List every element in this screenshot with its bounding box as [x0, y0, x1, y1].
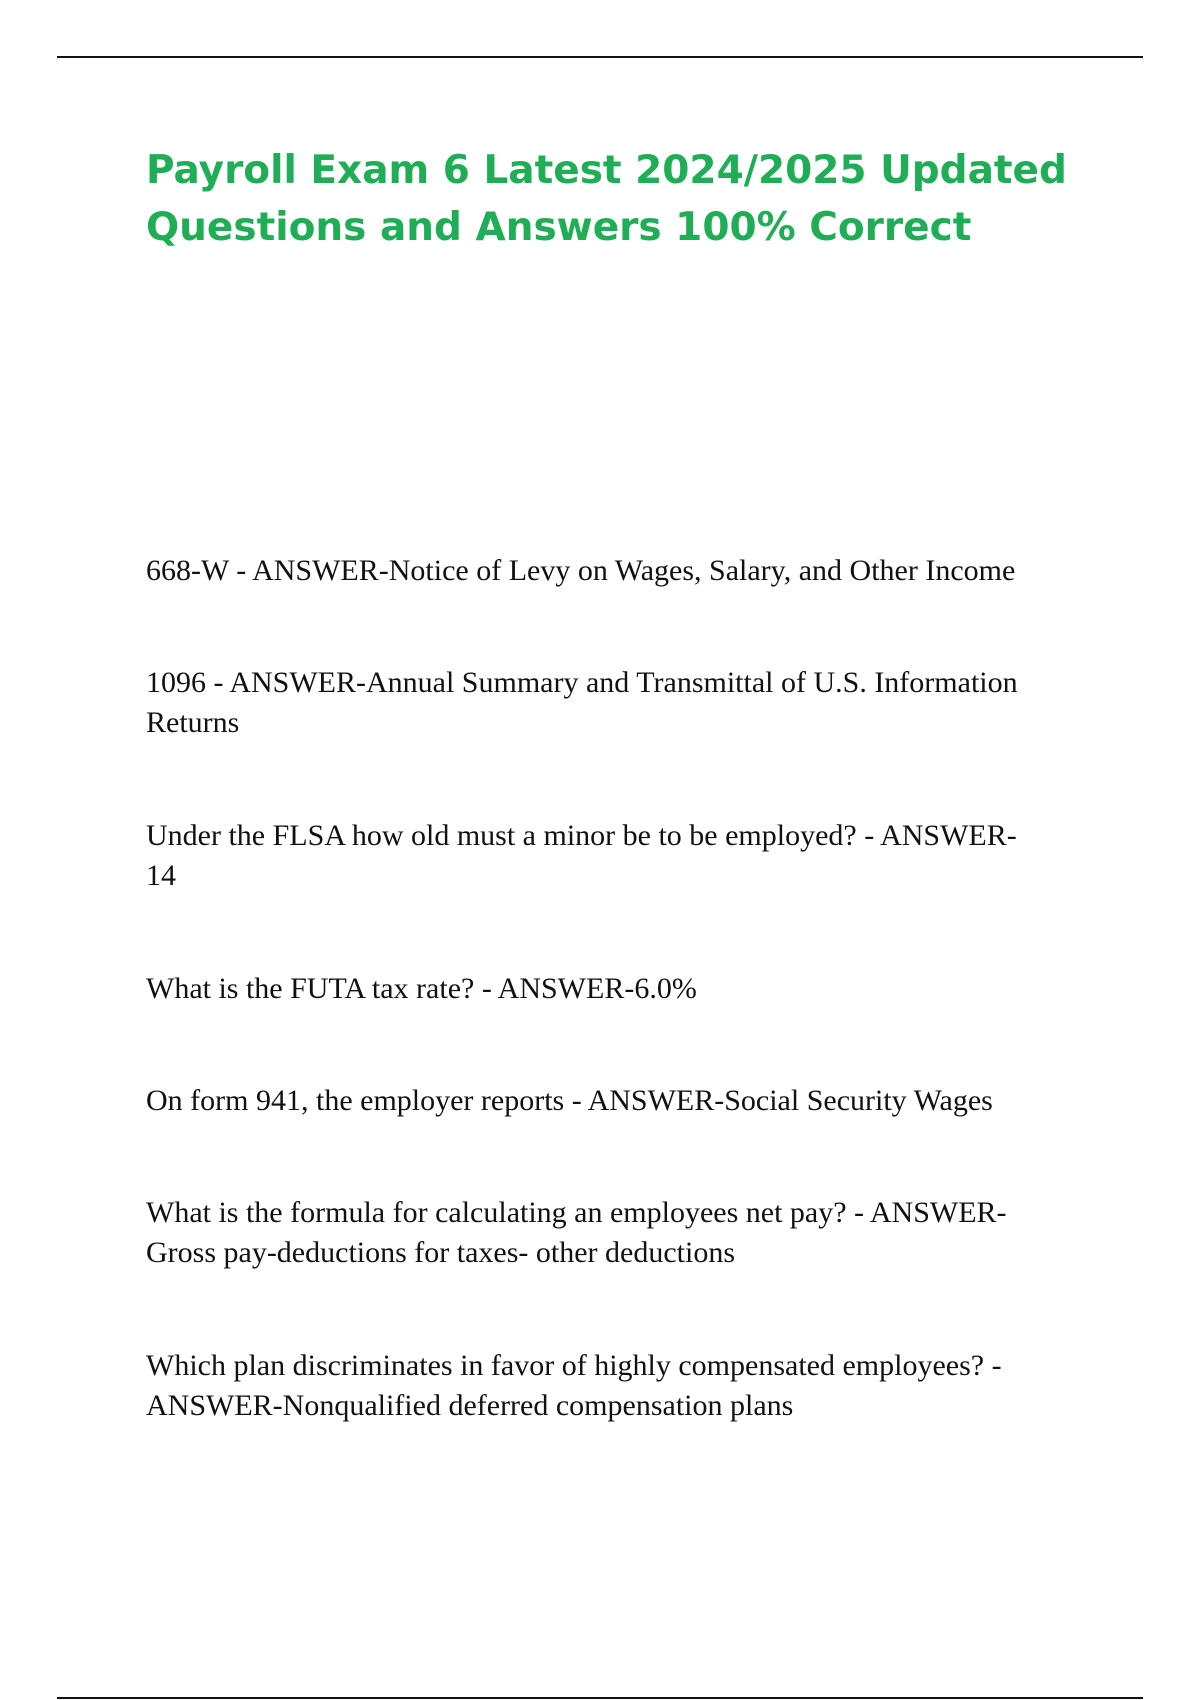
document-title [146, 142, 1106, 256]
qa-item-line-1: Which plan discriminates in favor of highly compensated employees? - [146, 1349, 1002, 1382]
qa-item [146, 1346, 1106, 1426]
qa-item [146, 969, 1106, 1009]
qa-item-line-1: What is the FUTA tax rate? - ANSWER-6.0% [146, 972, 697, 1005]
qa-item-line-2: Gross pay-deductions for taxes- other deductions [146, 1236, 736, 1269]
qa-list [146, 551, 1106, 1426]
bottom-divider [57, 1697, 1143, 1699]
qa-item-line-1: On form 941, the employer reports - ANSWER-Social Security Wages [146, 1084, 993, 1117]
qa-item-line-1: Under the FLSA how old must a minor be to be employed? - ANSWER- [146, 819, 1017, 852]
qa-item-line-1: 668-W - ANSWER-Notice of Levy on Wages, Salary, and Other Income [146, 554, 1016, 587]
qa-item [146, 663, 1106, 743]
qa-item-line-1: 1096 - ANSWER-Annual Summary and Transmittal of U.S. Information [146, 666, 1018, 699]
qa-item-line-1: What is the formula for calculating an employees net pay? - ANSWER- [146, 1196, 1007, 1229]
qa-item-line-2: 14 [146, 859, 176, 892]
top-divider [57, 56, 1143, 58]
qa-item [146, 551, 1106, 591]
qa-item-line-2: Returns [146, 706, 240, 739]
qa-item [146, 1081, 1106, 1121]
qa-item [146, 1193, 1106, 1273]
document-title-line-1: Payroll Exam 6 Latest 2024/2025 Updated [146, 148, 1067, 193]
document-title-line-2: Questions and Answers 100% Correct [146, 205, 972, 250]
qa-item-line-2: ANSWER-Nonqualified deferred compensation plans [146, 1389, 794, 1422]
qa-item [146, 816, 1106, 896]
